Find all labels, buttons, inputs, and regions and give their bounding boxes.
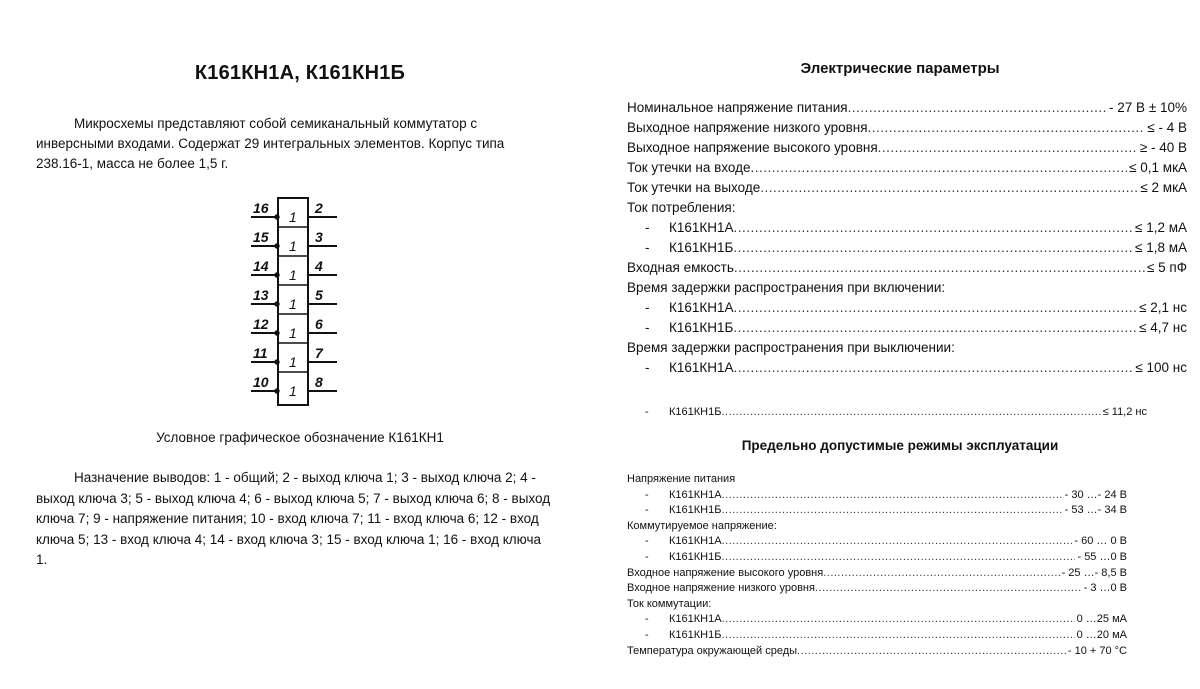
pin-assignment-text: Назначение выводов: 1 - общий; 2 - выход ключа 1; 3 - выход ключа 2; 4 - выход ключа 3; 5 - выход ключа 4; 6 - выход ключа 5; 7 - выход ключа 6; 8 - выход ключа 7; 9 - напряжение питания; 10 - вход ключа 7; 11 - вход ключа 6; 12 - вход ключа 5; 13 - вход ключа 4; 14 - вход ключа 3; 15 - вход ключа 1; 16 - вход ключа 1. <box>36 470 551 567</box>
bullet-dash: - <box>645 488 649 501</box>
param-label-text: Время задержки распространения при включении: <box>627 280 946 295</box>
param-label-text: Ток потребления: <box>627 200 736 215</box>
pin-number-left: 14 <box>253 258 269 274</box>
param-row <box>627 98 1187 118</box>
bullet-dash: - <box>645 406 649 418</box>
param-row <box>627 566 1127 582</box>
param-group-heading <box>627 519 1127 535</box>
param-row <box>627 503 1127 519</box>
dot-leader <box>721 503 1062 519</box>
dot-leader <box>733 238 1133 258</box>
param-label-text: К161КН1Б <box>669 240 734 255</box>
param-label <box>627 278 1187 298</box>
dot-leader <box>751 158 1128 178</box>
param-value: - 27 В ± 10% <box>1109 100 1187 115</box>
param-label-text: К161КН1Б <box>669 550 722 563</box>
param-label <box>627 488 722 504</box>
dot-leader <box>721 404 1100 420</box>
param-group-heading <box>627 278 1187 298</box>
param-label-text: Входное напряжение низкого уровня <box>627 582 815 595</box>
bullet-dash: - <box>645 613 649 626</box>
param-label <box>627 218 734 238</box>
param-value: ≥ - 40 В <box>1139 140 1187 155</box>
param-value: - 60 … 0 В <box>1074 535 1127 548</box>
pin-number-right: 3 <box>315 229 323 245</box>
param-label-text: К161КН1А <box>669 220 734 235</box>
param-label-text: Выходное напряжение высокого уровня <box>627 140 878 155</box>
inverter-gate-symbol: 1 <box>289 238 297 254</box>
pin-number-right: 4 <box>315 258 323 274</box>
param-label-text: Напряжение питания <box>627 473 736 485</box>
param-group-heading <box>627 198 1187 218</box>
electrical-params-title: Электрические параметры <box>800 60 1000 77</box>
bullet-dash: - <box>645 320 650 335</box>
page-title: К161КН1А, К161КН1Б <box>194 62 406 84</box>
inverter-gate-symbol: 1 <box>289 354 297 370</box>
bullet-dash: - <box>645 628 649 641</box>
pin-number-right: 6 <box>315 316 323 332</box>
param-label-text: К161КН1А <box>669 488 722 501</box>
dot-leader <box>734 358 1134 378</box>
param-label-text: Ток коммутации: <box>627 597 712 610</box>
param-label <box>627 298 734 318</box>
pin-number-left: 16 <box>253 200 269 216</box>
pin-assignment-paragraph <box>36 468 556 571</box>
param-label <box>627 644 797 660</box>
dot-leader <box>721 628 1074 644</box>
param-row <box>627 488 1127 504</box>
param-label <box>627 550 721 566</box>
param-label-text: Номинальное напряжение питания <box>627 100 848 115</box>
pin-number-left: 15 <box>253 229 269 245</box>
intro-text: Микросхемы представляют собой семиканальный коммутатор с инверсными входами. Содержат 29 интегральных элементов. Корпус типа 238.16-1, масса не более 1,5 г. <box>36 116 505 171</box>
param-row <box>627 138 1187 158</box>
pin-number-right: 8 <box>315 374 323 390</box>
param-row <box>627 404 1147 420</box>
param-label-text: Ток утечки на выходе <box>627 180 761 195</box>
param-row <box>627 158 1187 178</box>
param-value: - 25 …- 8,5 В <box>1061 566 1127 579</box>
param-group-heading <box>627 472 1127 488</box>
pin-number-right: 5 <box>315 287 323 303</box>
param-row <box>627 218 1187 238</box>
inverter-gate-symbol: 1 <box>289 267 297 283</box>
param-label-text: К161КН1Б <box>669 504 722 517</box>
param-label <box>627 138 878 158</box>
param-value: ≤ 1,8 мА <box>1135 240 1187 255</box>
bullet-dash: - <box>645 550 649 563</box>
dot-leader <box>734 218 1134 238</box>
param-label <box>627 597 1127 613</box>
dot-leader <box>823 566 1059 582</box>
param-label <box>627 338 1187 358</box>
param-value: ≤ 2,1 нс <box>1139 300 1187 315</box>
intro-paragraph <box>36 114 526 174</box>
param-group-heading <box>627 597 1127 613</box>
param-label-text: Время задержки распространения при выключении: <box>627 340 955 355</box>
param-label-text: Входное напряжение высокого уровня <box>627 566 824 579</box>
param-label <box>627 628 721 644</box>
param-label <box>627 404 721 420</box>
param-label-text: Температура окружающей среды <box>627 644 798 657</box>
bullet-dash: - <box>645 360 650 375</box>
electrical-params-extra <box>627 404 1147 420</box>
param-label <box>627 566 823 582</box>
dot-leader <box>733 318 1137 338</box>
param-row <box>627 534 1127 550</box>
param-label <box>627 258 734 278</box>
param-value: - 30 …- 24 В <box>1064 488 1127 501</box>
pin-number-left: 12 <box>253 316 269 332</box>
limits-title: Предельно допустимые режимы эксплуатации <box>741 438 1059 453</box>
dot-leader <box>734 258 1145 278</box>
param-label <box>627 472 1127 488</box>
param-label-text: К161КН1Б <box>669 320 734 335</box>
param-label <box>627 238 733 258</box>
inverter-gate-symbol: 1 <box>289 296 297 312</box>
inverter-gate-symbol: 1 <box>289 325 297 341</box>
dot-leader <box>848 98 1107 118</box>
param-row <box>627 238 1187 258</box>
limits-list <box>627 472 1127 659</box>
param-label-text: К161КН1А <box>669 300 734 315</box>
param-row <box>627 318 1187 338</box>
param-value: ≤ 100 нс <box>1135 360 1187 375</box>
param-label <box>627 158 751 178</box>
pin-number-left: 13 <box>253 287 269 303</box>
param-row <box>627 118 1187 138</box>
param-value: - 53 …- 34 В <box>1064 504 1127 517</box>
electrical-params-list <box>627 98 1187 378</box>
param-label <box>627 198 1187 218</box>
param-value: ≤ 2 мкА <box>1140 180 1187 195</box>
bullet-dash: - <box>645 240 650 255</box>
dot-leader <box>760 178 1138 198</box>
param-label-text: Коммутируемое напряжение: <box>627 519 777 532</box>
param-value: ≤ 11,2 нс <box>1102 406 1147 418</box>
param-label-text: Ток утечки на входе <box>627 160 751 175</box>
dot-leader <box>722 534 1073 550</box>
bullet-dash: - <box>645 504 649 517</box>
param-label <box>627 118 868 138</box>
param-label-text: К161КН1Б <box>669 628 722 641</box>
param-value: ≤ 0,1 мкА <box>1129 160 1187 175</box>
param-value: - 10 + 70 °С <box>1067 644 1127 657</box>
pin-number-left: 11 <box>253 345 268 361</box>
diagram-caption: Условное графическое обозначение К161КН1 <box>156 430 444 445</box>
param-label <box>627 503 721 519</box>
dot-leader <box>815 581 1082 597</box>
pin-number-left: 10 <box>253 374 269 390</box>
right-column <box>600 0 1200 689</box>
dot-leader <box>721 550 1075 566</box>
param-label-text: К161КН1А <box>669 360 734 375</box>
param-label <box>627 519 1127 535</box>
dot-leader <box>797 644 1066 660</box>
dot-leader <box>868 118 1146 138</box>
param-group-heading <box>627 338 1187 358</box>
param-row <box>627 358 1187 378</box>
dot-leader <box>722 612 1075 628</box>
param-value: 0 …20 мА <box>1076 628 1127 641</box>
dot-leader <box>722 488 1063 504</box>
param-row <box>627 628 1127 644</box>
param-label <box>627 318 733 338</box>
param-value: ≤ 5 пФ <box>1147 260 1187 275</box>
param-row <box>627 612 1127 628</box>
param-label <box>627 358 734 378</box>
param-label-text: Входная емкость <box>627 260 734 275</box>
param-label-text: К161КН1Б <box>669 406 722 418</box>
param-value: - 55 …0 В <box>1077 550 1127 563</box>
dot-leader <box>734 298 1138 318</box>
param-label <box>627 581 815 597</box>
param-row <box>627 258 1187 278</box>
pin-diagram <box>245 190 345 410</box>
param-label-text: К161КН1А <box>669 613 722 626</box>
param-row <box>627 644 1127 660</box>
param-value: 0 …25 мА <box>1076 613 1127 626</box>
inverter-gate-symbol: 1 <box>289 209 297 225</box>
param-row <box>627 581 1127 597</box>
param-label <box>627 534 722 550</box>
param-row <box>627 178 1187 198</box>
param-value: ≤ 4,7 нс <box>1139 320 1187 335</box>
param-label <box>627 178 760 198</box>
param-row <box>627 550 1127 566</box>
param-label-text: Выходное напряжение низкого уровня <box>627 120 868 135</box>
param-value: - 3 …0 В <box>1083 582 1127 595</box>
param-label <box>627 98 848 118</box>
param-value: ≤ 1,2 мА <box>1135 220 1187 235</box>
pin-number-right: 7 <box>315 345 323 361</box>
param-label-text: К161КН1А <box>669 535 722 548</box>
bullet-dash: - <box>645 220 650 235</box>
param-row <box>627 298 1187 318</box>
bullet-dash: - <box>645 300 650 315</box>
inverter-gate-symbol: 1 <box>289 383 297 399</box>
pin-number-right: 2 <box>315 200 323 216</box>
dot-leader <box>878 138 1138 158</box>
param-value: ≤ - 4 В <box>1147 120 1187 135</box>
bullet-dash: - <box>645 535 649 548</box>
param-label <box>627 612 722 628</box>
